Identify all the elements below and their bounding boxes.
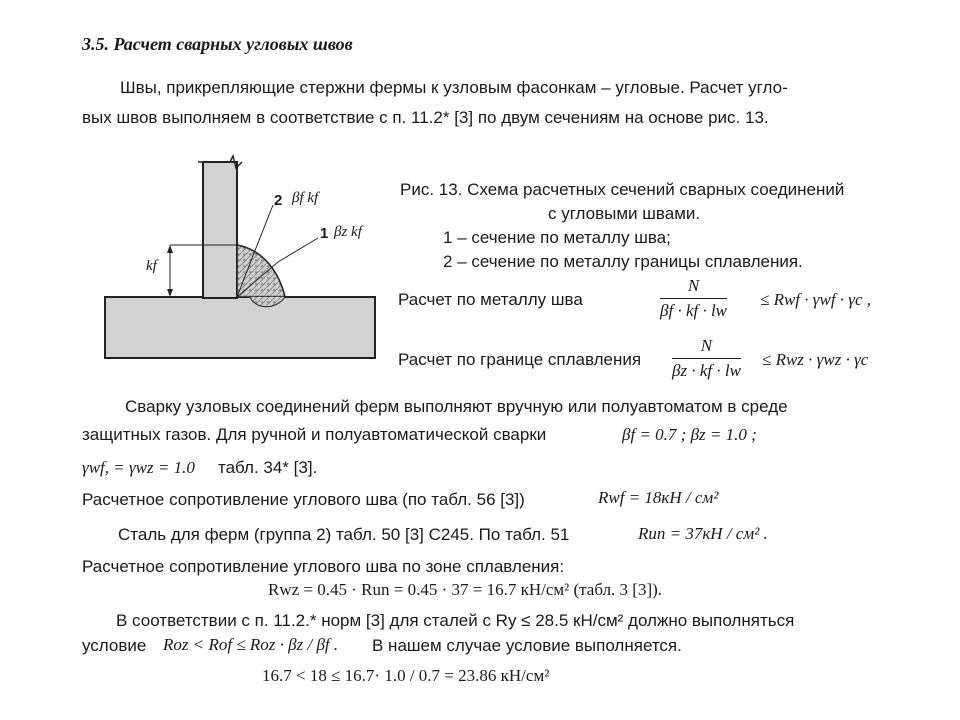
weld-diagram [80, 150, 390, 375]
metal-calc-fraction [660, 276, 727, 321]
metal-calc-label: Расчет по металлу шва [398, 290, 583, 309]
boundary-calc-fraction [672, 336, 741, 381]
figure-label-2-formula: βf kf [292, 190, 319, 206]
caption-line-2: с угловыми швами. [548, 204, 701, 223]
condition-check: 16.7 < 18 ≤ 16.7· 1.0 / 0.7 = 23.86 кН/см² [262, 666, 550, 685]
metal-calc-denominator: βf · kf · lw [660, 301, 728, 320]
fillet-weld [237, 245, 285, 297]
resistance-formula: Rwf = 18кН / см² [598, 488, 719, 507]
caption-line-1: Рис. 13. Схема расчетных сечений сварных соединений [400, 180, 845, 199]
condition-line-1: В соответствии с п. 11.2.* норм [3] для сталей с Ry ≤ 28.5 кН/см² должно выполняться [116, 611, 795, 630]
paragraph2-line-1: Сварку узловых соединений ферм выполняют вручную или полуавтоматом в среде [125, 397, 788, 416]
section-heading: 3.5. Расчет сварных угловых швов [82, 34, 353, 54]
vertical-member [203, 162, 237, 298]
intro-line-1: Швы, прикрепляющие стержни фермы к узловым фасонкам – угловые. Расчет угло- [120, 78, 788, 97]
boundary-calc-numerator: N [672, 336, 741, 359]
caption-item-2: 2 – сечение по металлу границы сплавления. [443, 252, 803, 271]
metal-calc-numerator: N [660, 276, 727, 299]
figure-label-1-formula: βz kf [334, 224, 362, 240]
zone-formula: Rwz = 0.45 · Run = 0.45 · 37 = 16.7 кН/см² (табл. 3 [3]). [268, 580, 663, 599]
steel-text: Сталь для ферм (группа 2) табл. 50 [3] С245. По табл. 51 [118, 525, 570, 544]
base-plate [105, 297, 375, 358]
steel-formula: Run = 37кН / см² . [638, 524, 768, 543]
condition-label: условие [82, 636, 147, 655]
boundary-calc-denominator: βz · kf · lw [672, 361, 741, 380]
boundary-calc-label: Расчет по границе сплавления [398, 350, 642, 369]
condition-formula: Roz < Rof ≤ Roz · βz / βf . [163, 635, 339, 654]
gamma-ref: табл. 34* [3]. [218, 458, 318, 477]
figure-label-1: 1 [320, 225, 329, 242]
boundary-calc-rhs: ≤ Rwz · γwz · γc [762, 350, 869, 369]
resistance-text: Расчетное сопротивление углового шва (по табл. 56 [3]) [82, 490, 525, 509]
intro-line-2: вых швов выполняем в соответствие с п. 11.2* [3] по двум сечениям на основе рис. 13. [82, 108, 769, 127]
gamma-formula: γwf, = γwz = 1.0 [82, 458, 195, 477]
beta-values: βf = 0.7 ; βz = 1.0 ; [622, 425, 757, 444]
zone-text: Расчетное сопротивление углового шва по зоне сплавления: [82, 557, 565, 576]
metal-calc-rhs: ≤ Rwf · γwf · γc , [760, 290, 872, 309]
paragraph2-line-2: защитных газов. Для ручной и полуавтоматической сварки [82, 425, 547, 444]
figure-label-2: 2 [274, 192, 283, 209]
condition-tail: В нашем случае условие выполняется. [372, 636, 682, 655]
figure-kf-label: kf [146, 258, 157, 274]
caption-item-1: 1 – сечение по металлу шва; [443, 228, 671, 247]
